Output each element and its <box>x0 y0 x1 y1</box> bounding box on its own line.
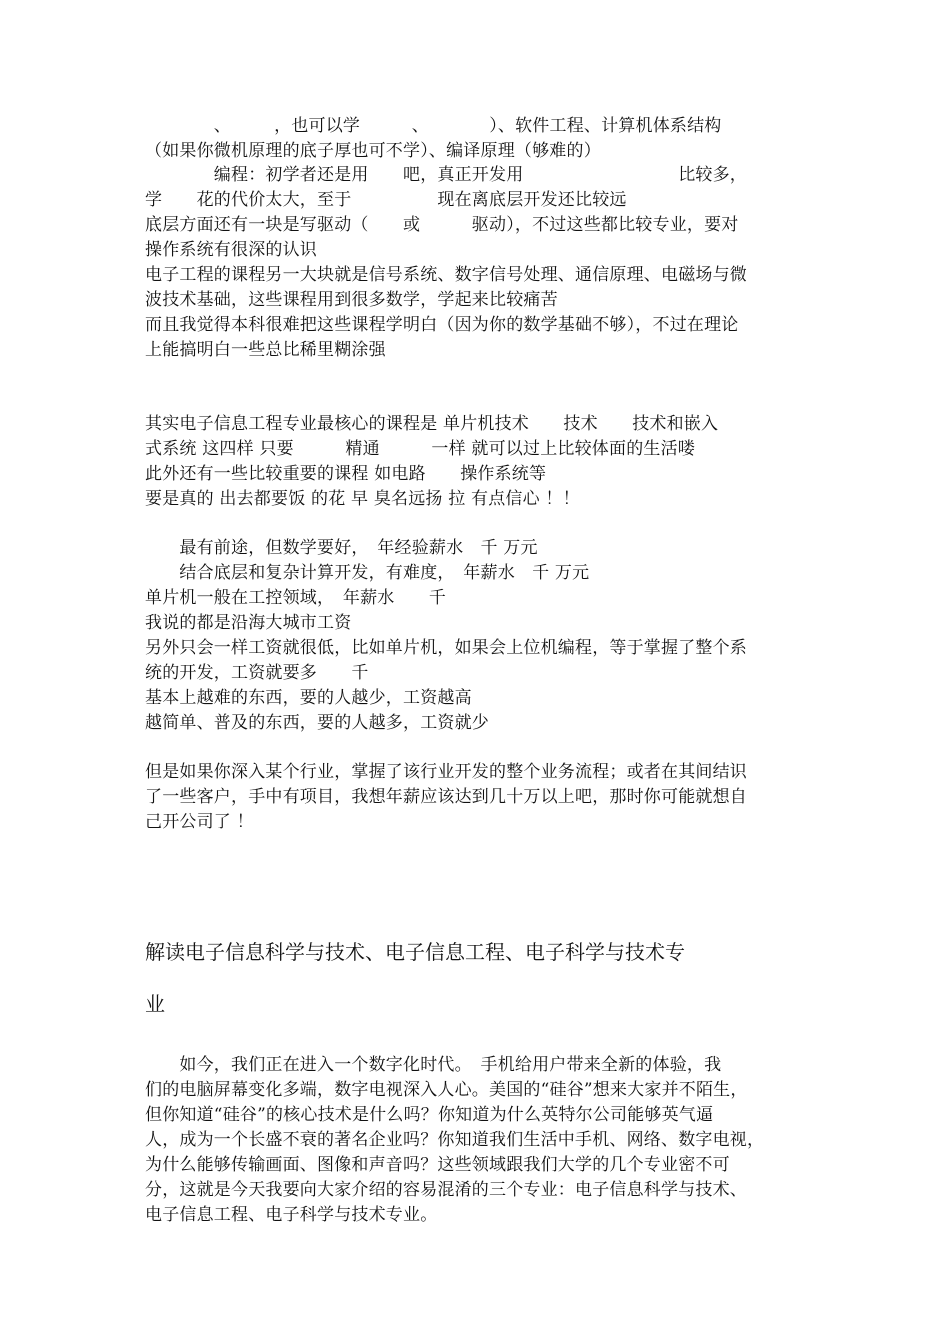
text-line: 但是如果你深入某个行业，掌握了该行业开发的整个业务流程；或者在其间结识 <box>145 762 747 782</box>
text-line: 此外还有一些比较重要的课程 如电路 操作系统等 <box>145 464 547 484</box>
text-line: 己开公司了 ！ <box>145 812 254 832</box>
text-line: 单片机一般在工控领域， 年薪水 千 <box>145 588 447 608</box>
text-line: 们的电脑屏幕变化多端，数字电视深入人心。美国的“硅谷”想来大家并不陌生， <box>145 1080 748 1100</box>
text-line: 其实电子信息工程专业最核心的课程是 单片机技术 技术 技术和嵌入 <box>145 414 719 434</box>
text-line: 而且我觉得本科很难把这些课程学明白（因为你的数学基础不够），不过在理论 <box>145 315 739 335</box>
text-line: 操作系统有很深的认识 <box>145 240 317 260</box>
text-line: 上能搞明白一些总比稀里糊涂强 <box>145 340 386 360</box>
text-line: 基本上越难的东西，要的人越少，工资越高 <box>145 688 472 708</box>
text-line: 我说的都是沿海大城市工资 <box>145 613 352 633</box>
text-line: 统的开发，工资就要多 千 <box>145 663 369 683</box>
text-line: 但你知道“硅谷”的核心技术是什么吗？你知道为什么英特尔公司能够英气逼 <box>145 1105 714 1125</box>
text-line: 式系统 这四样 只要 精通 一样 就可以过上比较体面的生活喽 <box>145 439 696 459</box>
text-line: 分，这就是今天我要向大家介绍的容易混淆的三个专业：电子信息科学与技术、 <box>145 1180 747 1200</box>
text-line: 最有前途，但数学要好， 年经验薪水 千 万元 <box>145 538 538 558</box>
text-line: 编程：初学者还是用 吧，真正开发用 比较多， <box>145 165 747 185</box>
text-line: 学 花的代价太大，至于 现在离底层开发还比较远 <box>145 190 627 210</box>
text-line: 底层方面还有一块是写驱动（ 或 驱动），不过这些都比较专业，要对 <box>145 215 739 235</box>
text-line: 要是真的 出去都要饭 的花 早 臭名远扬 拉 有点信心 ！！ <box>145 489 580 509</box>
text-line: 了一些客户，手中有项目，我想年薪应该达到几十万以上吧，那时你可能就想自 <box>145 787 747 807</box>
text-line: 波技术基础，这些课程用到很多数学，学起来比较痛苦 <box>145 290 558 310</box>
text-line: 另外只会一样工资就很低，比如单片机，如果会上位机编程，等于掌握了整个系 <box>145 638 747 658</box>
text-line: 、 ，也可以学 、 ）、软件工程、计算机体系结构 <box>145 116 722 136</box>
text-line: 电子信息工程、电子科学与技术专业。 <box>145 1205 438 1225</box>
text-line: 人，成为一个长盛不衰的著名企业吗？你知道我们生活中手机、网络、数字电视， <box>145 1130 765 1150</box>
text-line: 如今，我们正在进入一个数字化时代。 手机给用户带来全新的体验，我 <box>145 1055 722 1075</box>
text-line: （如果你微机原理的底子厚也可不学）、编译原理（够难的） <box>145 141 601 161</box>
text-line: 结合底层和复杂计算开发，有难度， 年薪水 千 万元 <box>145 563 590 583</box>
section-heading-continued: 业 <box>145 992 165 1016</box>
text-line: 越简单、普及的东西，要的人越多，工资就少 <box>145 713 489 733</box>
text-line: 为什么能够传输画面、图像和声音吗？这些领域跟我们大学的几个专业密不可 <box>145 1155 730 1175</box>
text-line: 电子工程的课程另一大块就是信号系统、数字信号处理、通信原理、电磁场与微 <box>145 265 747 285</box>
section-heading: 解读电子信息科学与技术、电子信息工程、电子科学与技术专 <box>145 940 685 964</box>
